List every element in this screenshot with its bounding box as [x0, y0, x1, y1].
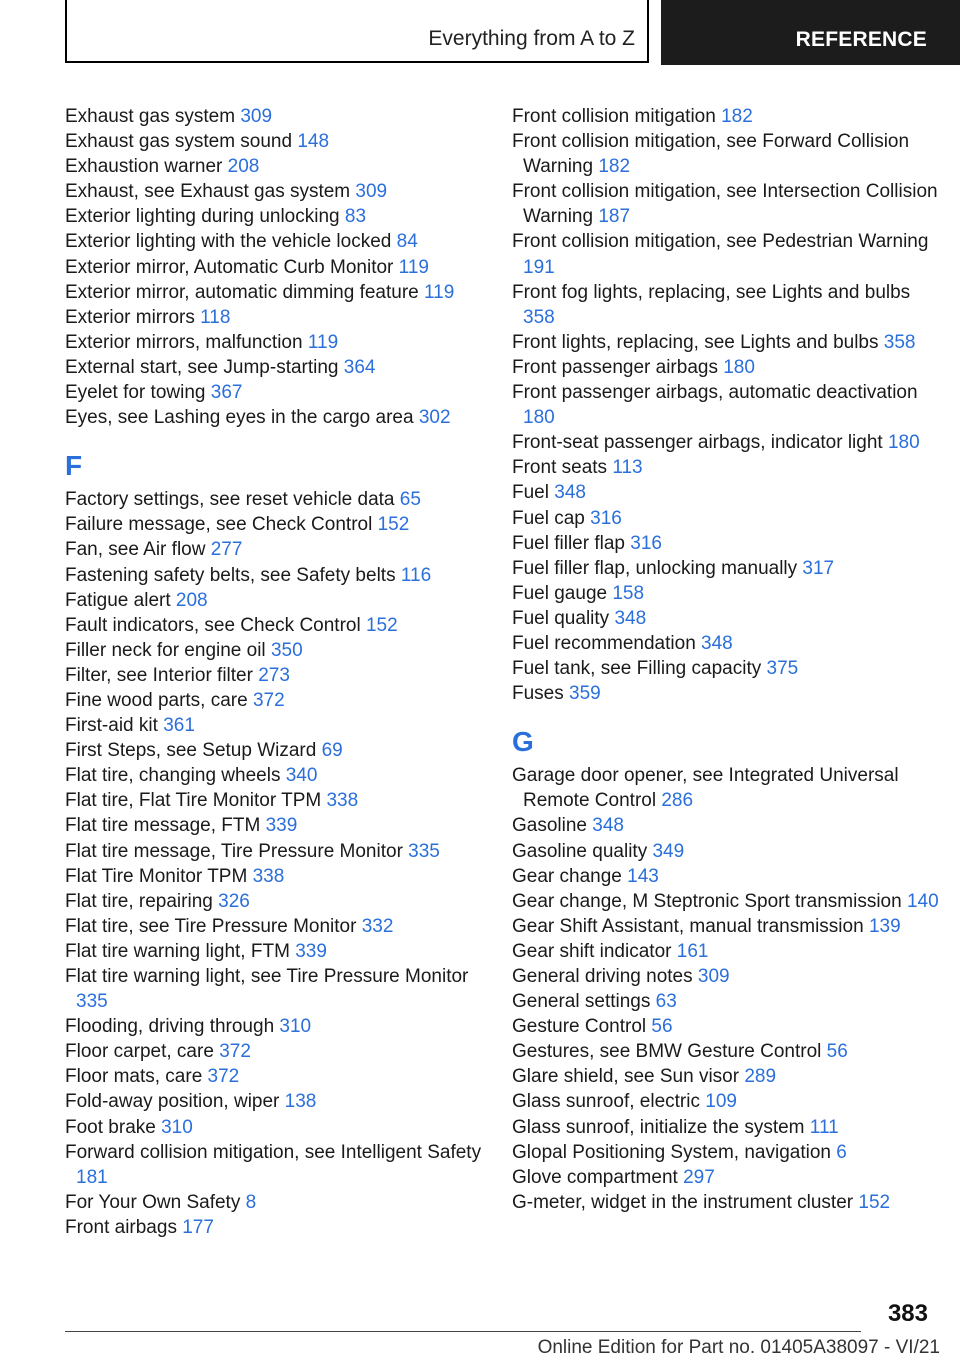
page-reference-link[interactable]: 63 [655, 991, 677, 1013]
index-column-right [512, 104, 942, 1215]
index-entry-text: Exhaust gas system [65, 106, 236, 127]
page-reference-link[interactable]: 372 [219, 1041, 251, 1063]
index-entry-text: Fuel quality [512, 607, 610, 629]
index-entry-text: Fuses [512, 683, 564, 705]
index-entry [65, 280, 485, 305]
index-entry-text: Exterior mirrors [65, 306, 195, 328]
index-entry-text: Flat tire warning light, see Tire Pressure Monitor [65, 966, 469, 987]
page-reference-link[interactable]: 316 [590, 507, 622, 529]
page-reference-link[interactable]: 182 [598, 156, 631, 178]
page-reference-link[interactable]: 286 [661, 790, 694, 812]
index-entry-text: Flat tire, see Tire Pressure Monitor [65, 915, 357, 937]
index-entry [512, 606, 942, 631]
index-entry [65, 1014, 485, 1039]
page-reference-link[interactable]: 273 [258, 664, 290, 686]
index-entry [65, 154, 485, 179]
page-reference-link[interactable]: 182 [721, 106, 753, 127]
index-entry-text: Fuel recommendation [512, 632, 696, 654]
index-entry [65, 688, 485, 713]
index-entry-text: Fuel filler flap [512, 532, 625, 554]
index-entry-text: Floor carpet, care [65, 1041, 214, 1063]
index-entry [65, 1190, 485, 1215]
page-reference-link[interactable]: 358 [523, 306, 555, 328]
index-entry-text: Flat tire warning light, FTM [65, 940, 290, 962]
page-reference-link[interactable]: 119 [307, 331, 339, 353]
index-entry [512, 506, 942, 531]
index-entry [512, 380, 942, 430]
page-reference-link[interactable]: 335 [408, 840, 440, 862]
page-reference-link[interactable]: 208 [227, 156, 260, 178]
page-reference-link[interactable]: 348 [592, 815, 624, 837]
index-entry [512, 1089, 942, 1114]
index-entry-text: Exhaust gas system sound [65, 131, 293, 153]
index-entry-text: Filler neck for engine oil [65, 639, 266, 661]
index-entry [512, 531, 942, 556]
index-entry-text: Front lights, replacing, see Lights and bulbs [512, 331, 879, 353]
page-reference-link[interactable]: 56 [651, 1016, 673, 1038]
index-entry-text: General settings [512, 991, 651, 1013]
index-entry [512, 813, 942, 838]
index-entry-text: Gear Shift Assistant, manual transmission [512, 915, 864, 937]
index-entry-text: Fuel filler flap, unlocking manually [512, 557, 798, 579]
index-entry [512, 1064, 942, 1089]
page-reference-link[interactable]: 309 [355, 181, 388, 203]
page-reference-link[interactable]: 310 [161, 1116, 193, 1138]
index-entry-text: Gear change [512, 865, 622, 887]
index-entry-text: Front-seat passenger airbags, indicator light [512, 432, 883, 454]
index-entry [65, 380, 485, 405]
page-reference-link[interactable]: 119 [398, 256, 429, 278]
index-entry [65, 179, 485, 204]
index-entry [512, 989, 942, 1014]
index-entry-text: Flat tire, repairing [65, 890, 213, 912]
index-entry-text: Gear shift indicator [512, 940, 672, 962]
index-entry [65, 713, 485, 738]
index-entry [512, 681, 942, 706]
index-entry-text: Exterior mirror, Automatic Curb Monitor [65, 256, 394, 278]
page-reference-link[interactable]: 350 [270, 639, 303, 661]
index-entry [65, 1115, 485, 1140]
index-entry [512, 581, 942, 606]
index-entry [512, 430, 942, 455]
index-entry [65, 204, 485, 229]
page-reference-link[interactable]: 277 [210, 539, 243, 561]
page-reference-link[interactable]: 187 [598, 206, 631, 228]
index-entry [65, 129, 485, 154]
index-entry-text: Fault indicators, see Check Control [65, 614, 361, 636]
index-entry-text: Foot brake [65, 1116, 156, 1138]
index-entry [65, 487, 485, 512]
index-entry-text: Exhaust, see Exhaust gas system [65, 181, 351, 203]
index-entry [65, 939, 485, 964]
index-entry [65, 537, 485, 562]
section-header-tab [65, 0, 649, 63]
index-entry [512, 355, 942, 380]
index-entry-text: Gasoline quality [512, 840, 648, 862]
index-entry-text: General driving notes [512, 966, 693, 987]
index-entry-text: Flat Tire Monitor TPM [65, 865, 248, 887]
index-entry-text: Fatigue alert [65, 589, 171, 611]
index-entry-text: Front passenger airbags [512, 356, 718, 378]
index-letter-heading: G [512, 726, 534, 758]
page-reference-link[interactable]: 349 [652, 840, 685, 862]
page-reference-link[interactable]: 338 [252, 865, 285, 887]
index-entry [65, 788, 485, 813]
page-reference-link[interactable]: 208 [175, 589, 208, 611]
page-reference-link[interactable]: 118 [200, 306, 231, 328]
index-entry-text: Flooding, driving through [65, 1016, 275, 1038]
index-entry [512, 480, 942, 505]
page-number: 383 [887, 1300, 928, 1327]
index-entry-text: Fold-away position, wiper [65, 1091, 280, 1113]
index-entry-text: Eyes, see Lashing eyes in the cargo area [65, 407, 414, 429]
index-entry [65, 914, 485, 939]
index-entry [65, 864, 485, 889]
index-entry-text: Glass sunroof, electric [512, 1091, 700, 1113]
page-reference-link[interactable]: 152 [377, 514, 410, 536]
index-entry [512, 280, 942, 330]
page-reference-link[interactable]: 367 [210, 382, 243, 404]
index-entry [65, 104, 485, 129]
index-entry-text: Failure message, see Check Control [65, 514, 373, 536]
index-entry [512, 556, 942, 581]
index-entry-text: First Steps, see Setup Wizard [65, 740, 317, 762]
index-entry [512, 1190, 942, 1215]
index-entry-text: Gestures, see BMW Gesture Control [512, 1041, 822, 1063]
page-reference-link[interactable]: 326 [218, 890, 250, 912]
index-entry [65, 889, 485, 914]
index-entry-text: Forward collision mitigation, see Intelligent Safety [65, 1141, 482, 1163]
page-reference-link[interactable]: 361 [163, 715, 195, 737]
index-entry [65, 613, 485, 638]
index-entry [512, 104, 942, 129]
index-entry [512, 1039, 942, 1064]
page-reference-link[interactable]: 158 [612, 582, 645, 604]
footer-divider [65, 1331, 861, 1332]
index-entry-text: Gesture Control [512, 1016, 647, 1038]
index-entry-text: Fine wood parts, care [65, 689, 248, 711]
page-reference-link[interactable]: 309 [240, 106, 273, 127]
page-reference-link[interactable]: 140 [906, 890, 939, 912]
index-entry-text: Glass sunroof, initialize the system [512, 1116, 805, 1138]
index-entry-text: Flat tire, changing wheels [65, 765, 281, 787]
edition-note: Online Edition for Part no. 01405A38097 - VI/21 [537, 1337, 940, 1358]
page-reference-link[interactable]: 348 [614, 607, 647, 629]
index-entry-text: Fuel tank, see Filling capacity [512, 658, 762, 680]
page-reference-link[interactable]: 83 [344, 206, 367, 228]
reference-label: REFERENCE [795, 28, 927, 51]
page-reference-link[interactable]: 152 [365, 614, 398, 636]
index-entry-text: Fastening safety belts, see Safety belts [65, 564, 396, 586]
reference-tab [661, 0, 960, 65]
index-entry-text: Garage door opener, see Integrated Universal Remote Control [512, 765, 899, 812]
index-entry [65, 964, 485, 1014]
index-entry-text: Gear change, M Steptronic Sport transmission [512, 890, 902, 912]
index-entry [65, 813, 485, 838]
page-reference-link[interactable]: 358 [883, 331, 916, 353]
index-entry [512, 1014, 942, 1039]
index-entry-text: Front fog lights, replacing, see Lights and bulbs [512, 281, 911, 303]
page-reference-link[interactable]: 56 [826, 1041, 848, 1063]
index-entry-text: Fuel cap [512, 507, 585, 529]
index-entry-text: Exterior mirrors, malfunction [65, 331, 303, 353]
page-reference-link[interactable]: 111 [809, 1116, 839, 1138]
index-entry [65, 255, 485, 280]
page-reference-link[interactable]: 332 [361, 915, 394, 937]
page-reference-link[interactable]: 297 [683, 1166, 715, 1188]
index-entry-text: Fuel [512, 482, 549, 504]
page-reference-link[interactable]: 316 [630, 532, 662, 554]
index-entry [65, 1039, 485, 1064]
index-entry [65, 1064, 485, 1089]
index-entry-text: Glove compartment [512, 1166, 678, 1188]
index-entry-text: Factory settings, see reset vehicle data [65, 489, 395, 511]
page-reference-link[interactable]: 348 [701, 632, 733, 654]
index-entry-text: Flat tire message, Tire Pressure Monitor [65, 840, 403, 862]
index-entry-text: First-aid kit [65, 715, 158, 737]
page-reference-link[interactable]: 84 [396, 231, 418, 253]
page-reference-link[interactable]: 289 [744, 1066, 777, 1088]
index-entry-text: Front collision mitigation, see Pedestrian Warning [512, 231, 929, 253]
index-entry [65, 638, 485, 663]
index-entry [512, 964, 942, 989]
index-entry-text: Fan, see Air flow [65, 539, 206, 561]
index-entry [512, 839, 942, 864]
index-entry [65, 763, 485, 788]
page-reference-link[interactable]: 372 [207, 1066, 240, 1088]
index-entry [65, 229, 485, 254]
index-entry-text: Flat tire message, FTM [65, 815, 261, 837]
page-reference-link[interactable]: 177 [182, 1216, 214, 1238]
page-reference-link[interactable]: 359 [569, 683, 601, 705]
page-reference-link[interactable]: 340 [285, 765, 318, 787]
index-entry-text: Front airbags [65, 1216, 177, 1238]
page-reference-link[interactable]: 339 [295, 940, 327, 962]
section-title: Everything from A to Z [428, 27, 635, 50]
index-entry-text: Front seats [512, 457, 608, 479]
index-entry [65, 663, 485, 688]
index-entry [65, 405, 485, 430]
page-reference-link[interactable]: 181 [76, 1166, 108, 1188]
index-entry [512, 1140, 942, 1165]
index-entry-text: Fuel gauge [512, 582, 608, 604]
index-entry-text: Eyelet for towing [65, 382, 206, 404]
index-entry-text: Glopal Positioning System, navigation [512, 1141, 831, 1163]
index-entry-text: Glare shield, see Sun visor [512, 1066, 740, 1088]
page-reference-link[interactable]: 180 [523, 407, 555, 429]
page-reference-link[interactable]: 161 [676, 940, 709, 962]
index-entry [65, 563, 485, 588]
index-entry [512, 129, 942, 179]
index-entry-text: Filter, see Interior filter [65, 664, 253, 686]
index-entry [512, 889, 942, 914]
index-entry-text: External start, see Jump-starting [65, 356, 339, 378]
page-reference-link[interactable]: 109 [705, 1091, 737, 1113]
index-entry [512, 914, 942, 939]
index-entry-text: Flat tire, Flat Tire Monitor TPM [65, 790, 322, 812]
page-reference-link[interactable]: 338 [326, 790, 359, 812]
index-entry-text: Front passenger airbags, automatic deactivation [512, 382, 918, 404]
index-entry [512, 939, 942, 964]
page-reference-link[interactable]: 310 [279, 1016, 312, 1038]
index-entry [512, 864, 942, 889]
index-entry [65, 1089, 485, 1114]
page-reference-link[interactable]: 191 [523, 256, 555, 278]
index-entry [512, 631, 942, 656]
index-letter-heading: F [65, 450, 83, 482]
index-column-left [65, 104, 485, 1240]
index-entry-text: Exhaustion warner [65, 156, 223, 178]
index-entry [512, 656, 942, 681]
index-entry [512, 1165, 942, 1190]
page-reference-link[interactable]: 375 [766, 658, 799, 680]
page-reference-link[interactable]: 372 [252, 689, 285, 711]
index-entry [65, 305, 485, 330]
index-entry-text: Exterior lighting during unlocking [65, 206, 340, 228]
page-reference-link[interactable]: 180 [887, 432, 920, 454]
page-reference-link[interactable]: 309 [697, 966, 730, 987]
page-reference-link[interactable]: 8 [245, 1191, 257, 1213]
page-reference-link[interactable]: 317 [802, 557, 835, 579]
page-reference-link[interactable]: 335 [76, 991, 108, 1013]
page-reference-link[interactable]: 180 [723, 356, 755, 378]
index-entry [512, 1115, 942, 1140]
index-entry [512, 763, 942, 813]
index-entry [65, 512, 485, 537]
index-entry [65, 355, 485, 380]
page-reference-link[interactable]: 339 [265, 815, 298, 837]
index-entry-text: Floor mats, care [65, 1066, 203, 1088]
index-entry [512, 179, 942, 229]
page-reference-link[interactable]: 119 [424, 281, 455, 303]
page-reference-link[interactable]: 116 [400, 564, 432, 586]
index-entry-text: Exterior lighting with the vehicle locked [65, 231, 392, 253]
page-reference-link[interactable]: 148 [297, 131, 330, 153]
index-entry [65, 1215, 485, 1240]
index-entry-text: Front collision mitigation [512, 106, 716, 127]
index-entry-text: Gasoline [512, 815, 587, 837]
index-entry-text: G-meter, widget in the instrument cluster [512, 1191, 854, 1213]
index-entry-text: Exterior mirror, automatic dimming feature [65, 281, 419, 303]
page-reference-link[interactable]: 152 [858, 1191, 891, 1213]
page-reference-link[interactable]: 6 [836, 1141, 847, 1163]
page-reference-link[interactable]: 302 [418, 407, 451, 429]
index-entry [65, 738, 485, 763]
page-reference-link[interactable]: 143 [627, 865, 659, 887]
index-entry [65, 1140, 485, 1190]
index-entry [512, 455, 942, 480]
index-entry [65, 588, 485, 613]
index-entry [65, 330, 485, 355]
page-reference-link[interactable]: 113 [612, 457, 643, 479]
index-entry-text: Front collision mitigation, see Intersection Collision Warning [512, 181, 938, 228]
page-reference-link[interactable]: 65 [399, 489, 421, 511]
index-entry-text: For Your Own Safety [65, 1191, 241, 1213]
page-reference-link[interactable]: 138 [284, 1091, 317, 1113]
index-entry [65, 839, 485, 864]
index-entry-text: Front collision mitigation, see Forward Collision Warning [512, 131, 910, 178]
page-reference-link[interactable]: 139 [868, 915, 901, 937]
page-reference-link[interactable]: 364 [343, 356, 376, 378]
page-reference-link[interactable]: 69 [321, 740, 343, 762]
page-reference-link[interactable]: 348 [554, 482, 586, 504]
index-entry [512, 229, 942, 279]
index-entry [512, 330, 942, 355]
